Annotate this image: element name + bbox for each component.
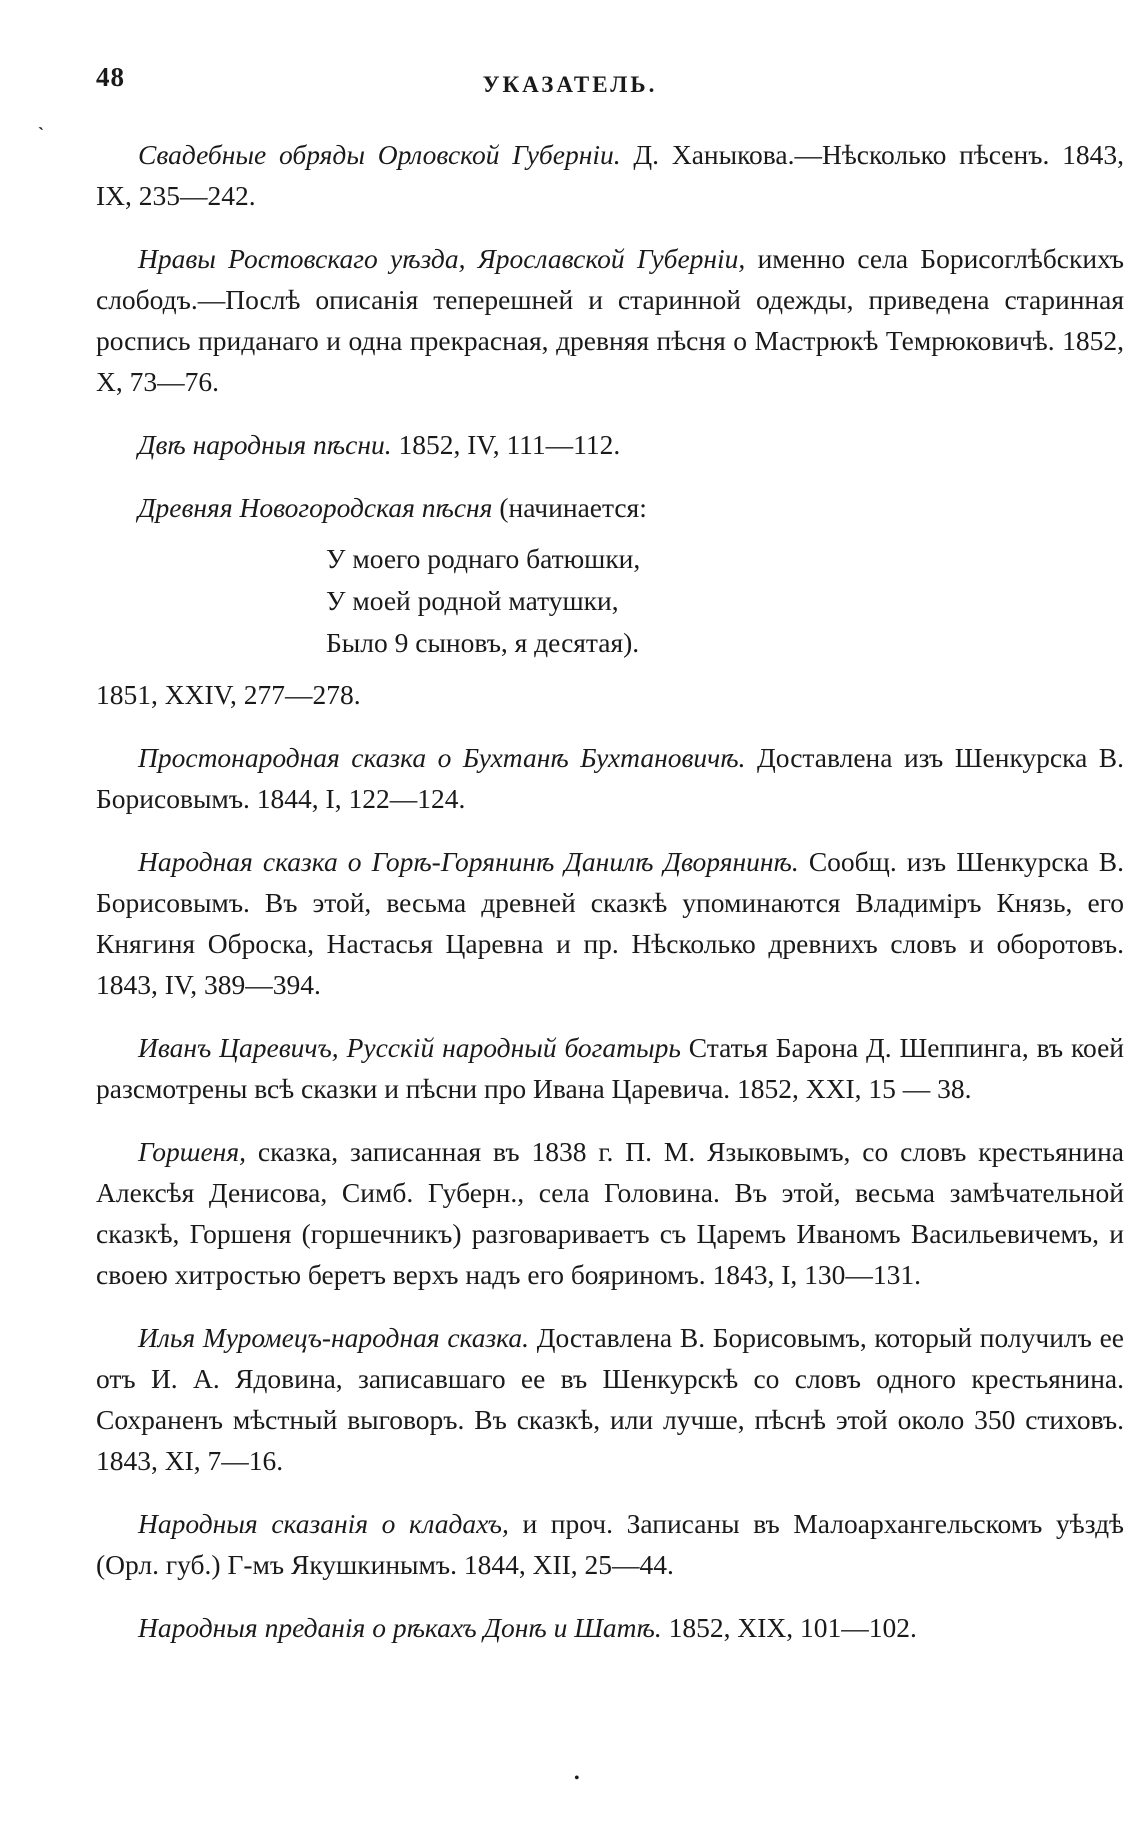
entry-text: Доставлена В. Борисовымъ, который получилъ ее отъ И. А. Ядовина, записавшаго ее въ Шенкурскѣ со словъ одного крестьянина. Сохраненъ мѣстный выговоръ. Въ сказкѣ, или лучше, пѣснѣ этой около 350 стиховъ. 1843, XI, 7—16.: [96, 1322, 1124, 1476]
entry-title: Народныя сказанія о кладахъ,: [138, 1508, 509, 1539]
bottom-speck: •: [574, 1770, 580, 1787]
entry-title: Народныя преданія о рѣкахъ Донѣ и Шатѣ.: [138, 1612, 662, 1643]
entry-text: Доставлена изъ Шенкурска В. Борисовымъ. 1844, I, 122—124.: [96, 742, 1124, 814]
verse-citation: 1851, XXIV, 277—278.: [96, 679, 361, 710]
entry-text: 1852, IV, 111—112.: [391, 429, 621, 460]
entry-text: Статья Барона Д. Шеппинга, въ коей разсмотрены всѣ сказки и пѣсни про Ивана Царевича. 1852, XXI, 15 — 38.: [96, 1032, 1124, 1104]
verse-line: У моего роднаго батюшки,: [326, 543, 641, 574]
index-entry: [96, 1317, 1124, 1481]
entry-title: Простонародная сказка о Бухтанѣ Бухтановичѣ.: [138, 742, 746, 773]
index-entry: [96, 134, 1124, 216]
entry-text: именно села Борисоглѣбскихъ слободъ.—Послѣ описанія теперешней и старинной одежды, приведена старинная роспись приданаго и одна прекрасная, древняя пѣсня о Мастрюкѣ Темрюковичѣ. 1852, X, 73—76.: [96, 243, 1124, 397]
entry-text: Д. Ханыкова.—Нѣсколько пѣсенъ. 1843, IX, 235—242.: [96, 139, 1124, 211]
index-entry: [96, 1131, 1124, 1295]
entry-title: Илья Муромецъ-народная сказка.: [138, 1322, 529, 1353]
index-entry: [96, 238, 1124, 402]
entry-text: 1852, XIX, 101—102.: [661, 1612, 917, 1643]
index-entry: [96, 841, 1124, 1005]
entry-title: Нравы Ростовскаго уѣзда, Ярославской Губерніи,: [138, 243, 746, 274]
index-entry: [96, 1607, 1124, 1648]
verse-line: Было 9 сыновъ, я десятая).: [326, 627, 640, 658]
entry-text: Сообщ. изъ Шенкурска В. Борисовымъ. Въ этой, весьма древней сказкѣ упоминаются Владиміръ Князь, его Княгиня Оброска, Настасья Царевна и пр. Нѣсколько древнихъ словъ и оборотовъ. 1843, IV, 389—394.: [96, 846, 1124, 1000]
index-entry: [96, 487, 1124, 528]
entry-text: (начинается:: [492, 492, 647, 523]
index-entry: [96, 1503, 1124, 1585]
verse-line: У моей родной матушки,: [326, 585, 619, 616]
entry-title: Иванъ Царевичъ, Русскій народный богатырь: [138, 1032, 681, 1063]
verse-quote: [326, 538, 1124, 664]
index-entry: [96, 737, 1124, 819]
running-title: УКАЗАТЕЛЬ.: [482, 72, 658, 97]
entry-title: Народная сказка о Горѣ-Горянинѣ Данилѣ Дворянинѣ.: [138, 846, 799, 877]
entry-title: Двѣ народныя пѣсни.: [138, 429, 392, 460]
entry-text: сказка, записанная въ 1838 г. П. М. Языковымъ, со словъ крестьянина Алексѣя Денисова, Симб. Губерн., села Головина. Въ этой, весьма замѣчательной сказкѣ, Горшеня (горшечникъ) разговариваетъ съ Царемъ Иваномъ Васильевичемъ, и своею хитростью беретъ верхъ надъ его бояриномъ. 1843, I, 130—131.: [96, 1136, 1124, 1290]
page-number: 48: [96, 62, 125, 92]
entry-title: Древняя Новогородская пѣсня: [138, 492, 493, 523]
index-content: [96, 134, 1124, 1670]
entry-text: и проч. Записаны въ Малоархангельскомъ уѣздѣ (Орл. губ.) Г-мъ Якушкинымъ. 1844, XII, 25—44.: [96, 1508, 1124, 1580]
entry-title: Горшеня,: [138, 1136, 246, 1167]
entry-title: Свадебные обряды Орловской Губерніи.: [138, 139, 621, 170]
margin-speck: ˋ: [38, 124, 44, 144]
index-entry: [96, 1027, 1124, 1109]
index-entry: [96, 424, 1124, 465]
